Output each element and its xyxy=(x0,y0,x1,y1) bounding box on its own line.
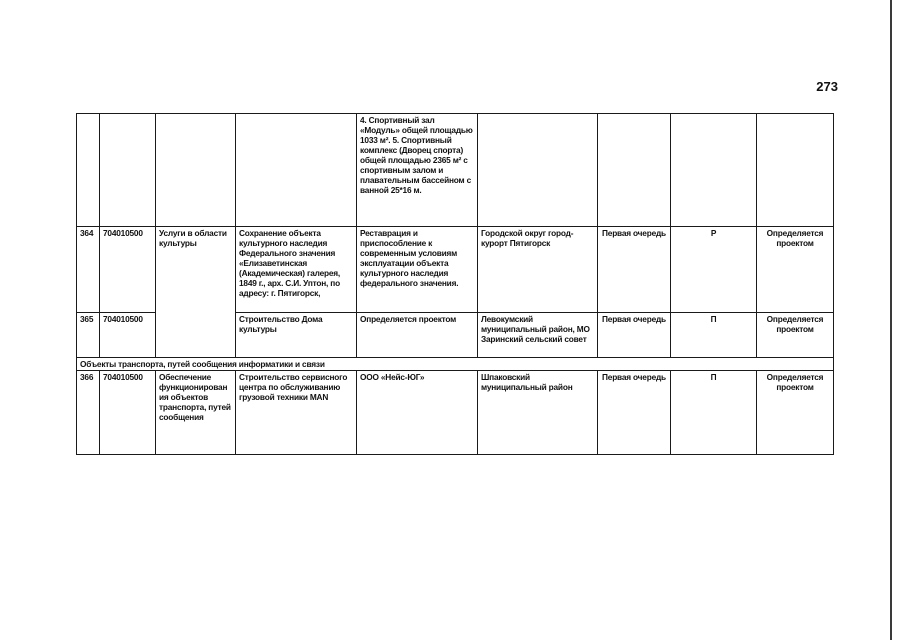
cell-category xyxy=(156,114,236,227)
objects-table xyxy=(76,113,834,455)
cell-code xyxy=(100,114,156,227)
page-edge-line xyxy=(890,0,892,640)
cell-funding: Определяется проектом xyxy=(757,227,834,313)
cell-category: Обеспечение функционирован ия объектов транспорта, путей сообщения xyxy=(156,371,236,455)
cell-description: Реставрация и приспособление к современным условиям эксплуатации объекта культурного наследия федерального значения. xyxy=(357,227,478,313)
cell-location: Левокумский муниципальный район, МО Заринский сельский совет xyxy=(478,313,598,358)
cell-stage: Первая очередь xyxy=(598,371,671,455)
cell-location xyxy=(478,114,598,227)
table-row xyxy=(77,227,834,313)
page-number: 273 xyxy=(816,79,838,94)
section-header-row xyxy=(77,358,834,371)
cell-code: 704010500 xyxy=(100,313,156,358)
cell-description: Определяется проектом xyxy=(357,313,478,358)
cell-location: Шпаковский муниципальный район xyxy=(478,371,598,455)
cell-description: 4. Спортивный зал «Модуль» общей площадью 1033 м². 5. Спортивный комплекс (Дворец спорта) общей площадью 2365 м² с спортивным залом и плавательным бассейном с ванной 25*16 м. xyxy=(357,114,478,227)
cell-status: Р xyxy=(671,227,757,313)
cell-code: 704010500 xyxy=(100,227,156,313)
cell-funding: Определяется проектом xyxy=(757,313,834,358)
cell-stage xyxy=(598,114,671,227)
cell-status: П xyxy=(671,313,757,358)
cell-category: Услуги в области культуры xyxy=(156,227,236,358)
cell-status xyxy=(671,114,757,227)
cell-num: 364 xyxy=(77,227,100,313)
cell-code: 704010500 xyxy=(100,371,156,455)
cell-name xyxy=(236,114,357,227)
cell-num: 365 xyxy=(77,313,100,358)
cell-num: 366 xyxy=(77,371,100,455)
cell-status: П xyxy=(671,371,757,455)
cell-num xyxy=(77,114,100,227)
cell-funding xyxy=(757,114,834,227)
table-row xyxy=(77,371,834,455)
cell-funding: Определяется проектом xyxy=(757,371,834,455)
cell-name: Строительство Дома культуры xyxy=(236,313,357,358)
section-header: Объекты транспорта, путей сообщения информатики и связи xyxy=(77,358,834,371)
cell-stage: Первая очередь xyxy=(598,313,671,358)
table-row-continuation xyxy=(77,114,834,227)
cell-description: ООО «Нейс-ЮГ» xyxy=(357,371,478,455)
cell-location: Городской округ город-курорт Пятигорск xyxy=(478,227,598,313)
cell-stage: Первая очередь xyxy=(598,227,671,313)
cell-name: Сохранение объекта культурного наследия Федерального значения «Елизаветинская (Академическая) галерея, 1849 г., арх. С.И. Уптон, по адресу: г. Пятигорск, xyxy=(236,227,357,313)
cell-name: Строительство сервисного центра по обслуживанию грузовой техники MAN xyxy=(236,371,357,455)
